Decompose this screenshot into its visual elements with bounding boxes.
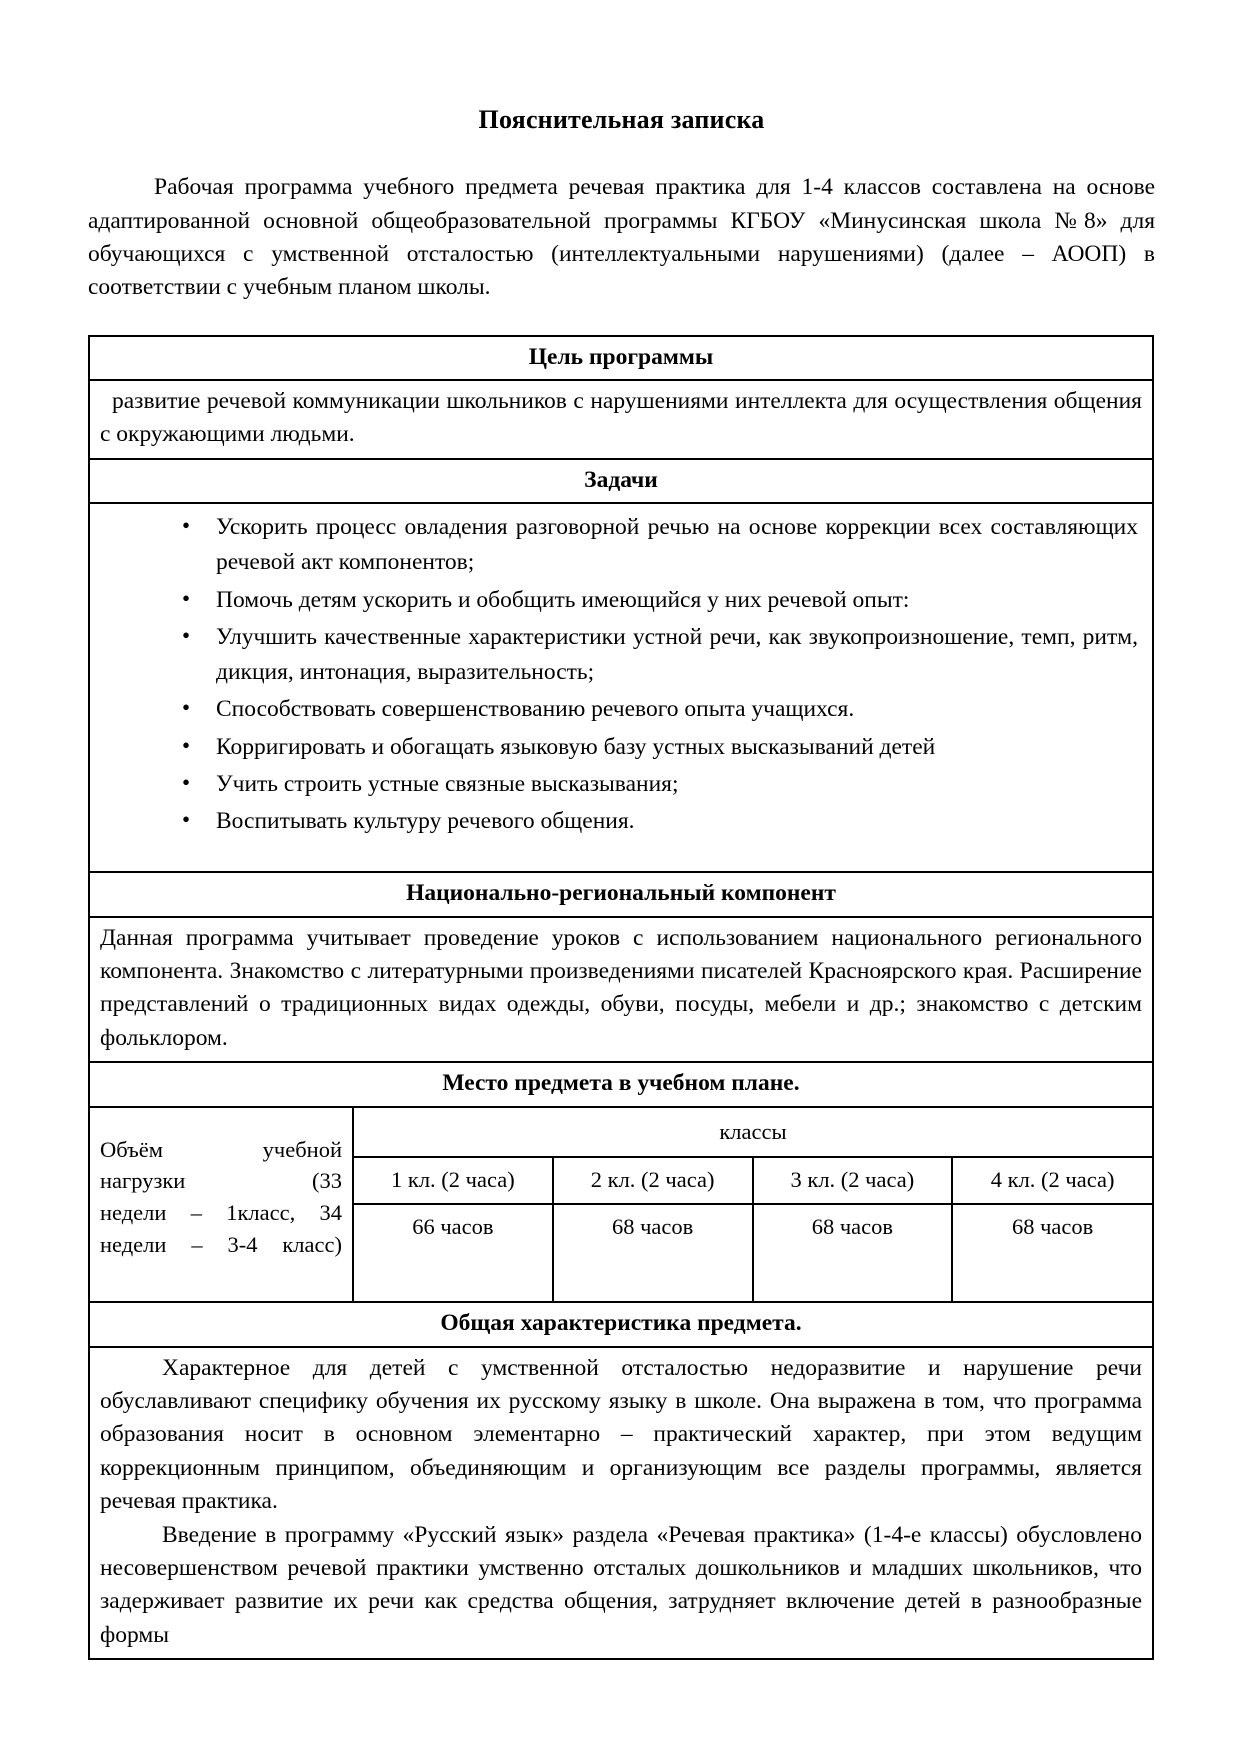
hours-class-1: 66 часов: [353, 1204, 553, 1301]
side-label-line: Объём учебной: [100, 1136, 342, 1162]
list-item: • Улучшить качественные характеристики устной речи, как звукопроизношение, темп, ритм, дикция, интонация, выразительность;: [182, 620, 1138, 691]
goal-heading: Цель программы: [528, 343, 714, 370]
hours-class-4: 68 часов: [952, 1204, 1152, 1301]
intro-paragraph: Рабочая программа учебного предмета речевая практика для 1-4 классов составлена на основе адаптированной основной общеобразовательной программы КГБОУ «Минусинская школа №8» для обучающихся с умственной отсталостью (интеллектуальными нарушениями) (далее – АООП) в соответствии с учебным планом школы.: [88, 174, 1155, 301]
section-tasks-body: [90, 504, 1152, 873]
list-item: • Корригировать и обогащать языковую базу устных высказываний детей: [182, 730, 1138, 765]
section-characteristics-body: [90, 1348, 1152, 1658]
characteristics-paragraph: Характерное для детей с умственной отсталостью недоразвитие и нарушение речи обуславливают специфику обучения их русскому языку в школе. Она выражена в том, что программа образования носит в основном элементарно – практический характер, при этом ведущим коррекционным принципом, объединяющим и организующим все разделы программы, является речевая практика.: [100, 1354, 1142, 1515]
section-regional-body: [90, 918, 1152, 1063]
column-header-class-2: 2 кл. (2 часа): [553, 1157, 753, 1204]
list-item: • Помочь детям ускорить и обобщить имеющийся у них речевой опыт:: [182, 583, 1138, 618]
column-header-class-1: 1 кл. (2 часа): [353, 1157, 553, 1204]
workload-table: [90, 1108, 1152, 1302]
list-item: • Способствовать совершенствованию речевого опыта учащихся.: [182, 692, 1138, 727]
section-characteristics-header: [90, 1303, 1152, 1347]
section-place-header: [90, 1063, 1152, 1107]
content-frame: [88, 335, 1154, 1660]
side-label-line: недели – 3-4 класс): [100, 1232, 342, 1258]
table-row-group: [90, 1108, 1152, 1158]
section-place-body: [90, 1108, 1152, 1304]
goal-text: развитие речевой коммуникации школьников с нарушениями интеллекта для осуществления общения с окружающими людьми.: [100, 388, 1142, 448]
characteristics-text: [90, 1348, 1152, 1658]
section-tasks-header: [90, 460, 1152, 504]
side-label-line: недели – 1класс, 34: [100, 1200, 342, 1226]
place-heading: Место предмета в учебном плане.: [442, 1070, 800, 1097]
regional-heading: Национально-региональный компонент: [406, 880, 836, 907]
hours-class-2: 68 часов: [553, 1204, 753, 1301]
characteristics-paragraph: Введение в программу «Русский язык» раздела «Речевая практика» (1-4-е классы) обусловлено несовершенством речевой практики умственно отсталых дошкольников и младших школьников, что задерживает развитие их речи как средства общения, затрудняет включение детей в разнообразные формы: [100, 1521, 1142, 1648]
section-goal-header: [90, 337, 1152, 381]
side-label-line: нагрузки (33: [100, 1168, 342, 1194]
characteristics-heading: Общая характеристика предмета.: [440, 1310, 802, 1337]
regional-text: Данная программа учитывает проведение уроков с использованием национального регионального компонента. Знакомство с литературными произведениями писателей Красноярского края. Расширение представлений о традиционных видах одежды, обуви, посуды, мебели и др.; знакомство с детским фольклором.: [100, 924, 1142, 1051]
classes-group-header: классы: [353, 1108, 1152, 1158]
page-title: Пояснительная записка: [478, 105, 765, 134]
hours-class-3: 68 часов: [753, 1204, 953, 1301]
section-regional-header: [90, 873, 1152, 917]
section-goal-body: [90, 381, 1152, 460]
list-item: • Учить строить устные связные высказывания;: [182, 767, 1138, 802]
tasks-heading: Задачи: [584, 466, 658, 493]
column-header-class-3: 3 кл. (2 часа): [753, 1157, 953, 1204]
list-item: • Ускорить процесс овладения разговорной речью на основе коррекции всех составляющих речевой акт компонентов;: [182, 510, 1138, 581]
list-item: • Воспитывать культуру речевого общения.: [182, 804, 1138, 839]
column-header-class-4: 4 кл. (2 часа): [952, 1157, 1152, 1204]
tasks-list: [90, 504, 1152, 871]
workload-side-label: [90, 1108, 353, 1302]
